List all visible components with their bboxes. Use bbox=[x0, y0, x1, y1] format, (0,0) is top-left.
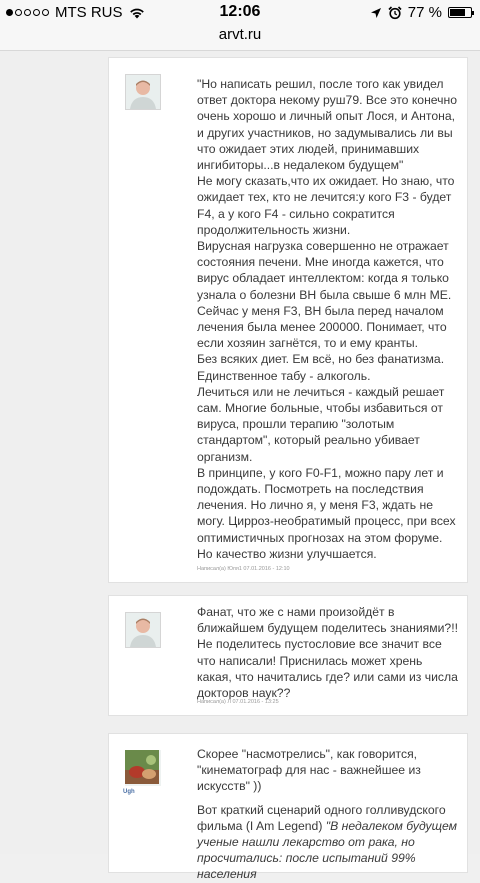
address-bar[interactable] bbox=[0, 24, 480, 51]
post-paragraph: В принципе, у кого F0-F1, можно пару лет и подождать. Посмотреть на последствия лечения. Но лично я, у меня F3, ждать не могу. Цирроз-необратимый процесс, при всех оптимистичных прогнозах на этом форуме. Но качество жизни улучшается. bbox=[197, 465, 456, 561]
location-arrow-icon bbox=[370, 7, 382, 19]
username-label[interactable]: Ugh bbox=[123, 789, 135, 795]
post-paragraph: Без всяких диет. Ем всё, но без фанатизма. Единственное табу - алкоголь. bbox=[197, 352, 445, 383]
post-meta: Написал(а) Юля1 07.01.2016 - 12:10 bbox=[197, 566, 290, 572]
post-paragraph: Вирусная нагрузка совершенно не отражает состояния печени. Мне иногда кажется, что вирус обладает интеллектом: когда я только узнала о болезни ВН была свыше 6 млн МЕ. Сейчас у меня F3, ВН была перед началом лечения была менее 200000. Понимает, что если хозяин загнётся, то и ему кранты. bbox=[197, 239, 452, 351]
carrier-name: MTS RUS bbox=[55, 4, 123, 21]
post-body bbox=[197, 746, 459, 883]
status-bar bbox=[0, 0, 480, 24]
alarm-clock-icon bbox=[388, 6, 402, 20]
user-avatar[interactable] bbox=[125, 612, 161, 648]
post-body bbox=[197, 76, 459, 562]
post-paragraph: Фанат, что же с нами произойдёт в ближайшем будущем поделитесь знаниями?!! Не поделитесь пустословие все значит все что написали! Приснилась может хрень какая, что начитались где? или сами из числа докторов наук?? bbox=[197, 605, 458, 701]
status-bar-right bbox=[370, 4, 472, 21]
default-user-avatar-icon bbox=[126, 75, 160, 109]
battery-fill bbox=[450, 9, 465, 16]
quote-intro: Вот краткий сценарий одного голливудского фильма (I Am Legend) bbox=[197, 802, 446, 833]
url-text[interactable]: arvt.ru bbox=[218, 26, 262, 43]
post-paragraph: Скорее "насмотрелись", как говорится, "кинематограф для нас - важнейшее из искусств" )) bbox=[197, 747, 421, 794]
post-paragraph: Лечиться или не лечиться - каждый решает сам. Многие больные, чтобы избавиться от вируса, прошли терапию "золотым стандартом", который реально убивает организм. bbox=[197, 384, 445, 464]
default-user-avatar-icon bbox=[126, 613, 160, 647]
forum-thread bbox=[0, 51, 480, 882]
quote-italic: "В недалеком будущем ученые нашли лекарство от рака, но просчитались: после испытаний 99% населения bbox=[197, 818, 458, 882]
user-avatar[interactable] bbox=[125, 750, 161, 786]
post-paragraph: "Но написать решил, после того как увидел ответ доктора некому руш79. Все это конечно очень хорошо и личный опыт Лося, и Антона, и других участников, но задумывались ли вы что ожидает этих людей, принимавших ингибиторы...в недалеком будущем" bbox=[197, 77, 458, 173]
status-time: 12:06 bbox=[219, 3, 261, 20]
user-avatar[interactable] bbox=[125, 74, 161, 110]
battery-icon bbox=[448, 7, 472, 18]
post-paragraph-quote bbox=[197, 802, 459, 883]
user-photo-avatar-icon bbox=[125, 750, 159, 784]
battery-percentage: 77 % bbox=[407, 4, 442, 21]
forum-post bbox=[108, 57, 468, 583]
post-paragraph: Не могу сказать,что их ожидает. Но знаю, что ожидает тех, кто не лечится:у кого F3 - будет F4, а у кого F4 - сильно сократится продолжительность жизни. bbox=[197, 174, 455, 237]
forum-post bbox=[108, 595, 468, 716]
post-body bbox=[197, 604, 459, 701]
post-meta: Написал(а) Л 07.01.2016 - 13:25 bbox=[197, 699, 279, 705]
forum-post bbox=[108, 733, 468, 882]
